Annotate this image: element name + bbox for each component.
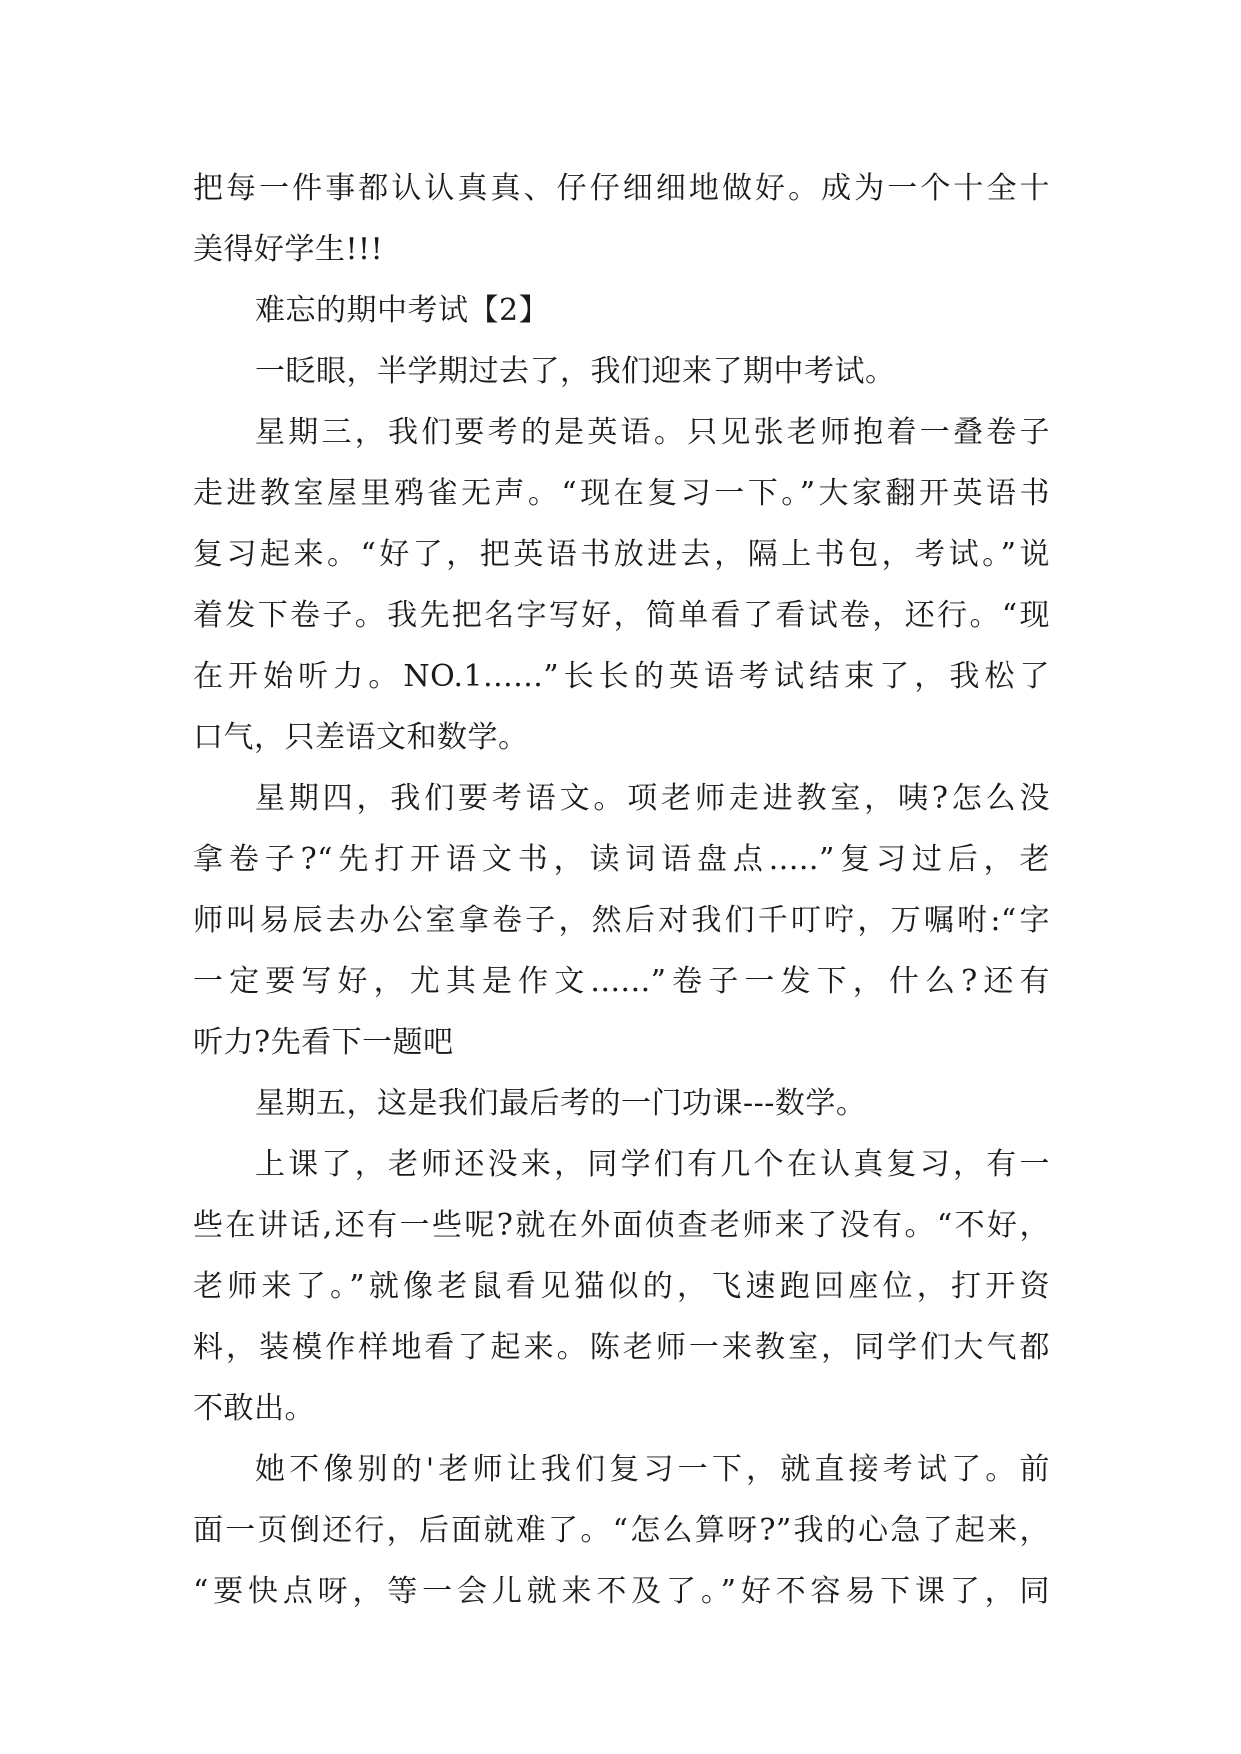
text-line: 拿卷子?“先打开语文书，读词语盘点.....”复习过后，老 [193, 842, 1050, 877]
text-line: 在开始听力。NO.1......”长长的英语考试结束了，我松了 [193, 659, 1050, 694]
text-line: 料，装模作样地看了起来。陈老师一来教室，同学们大气都 [193, 1330, 1050, 1365]
document-page [193, 158, 1050, 1622]
text-line: 一眨眼，半学期过去了，我们迎来了期中考试。 [255, 354, 896, 389]
text-line: 星期四，我们要考语文。项老师走进教室，咦?怎么没 [255, 781, 1050, 816]
text-line: 些在讲话,还有一些呢?就在外面侦查老师来了没有。“不好， [193, 1208, 1050, 1243]
text-line: 星期三，我们要考的是英语。只见张老师抱着一叠卷子 [255, 415, 1050, 450]
text-line: 她不像别的'老师让我们复习一下，就直接考试了。前 [255, 1452, 1050, 1487]
text-line: 师叫易辰去办公室拿卷子，然后对我们千叮咛，万嘱咐:“字 [193, 903, 1050, 938]
text-line: 不敢出。 [193, 1391, 315, 1426]
text-line: 口气，只差语文和数学。 [193, 720, 529, 755]
text-line: 美得好学生!!! [193, 232, 384, 267]
text-line: 老师来了。”就像老鼠看见猫似的，飞速跑回座位，打开资 [193, 1269, 1050, 1304]
text-line: 星期五，这是我们最后考的一门功课---数学。 [255, 1086, 867, 1121]
text-line: 复习起来。“好了，把英语书放进去，隔上书包，考试。”说 [193, 537, 1050, 572]
text-line: 把每一件事都认认真真、仔仔细细地做好。成为一个十全十 [193, 171, 1050, 206]
text-line: 听力?先看下一题吧 [193, 1025, 454, 1060]
text-line: 走进教室屋里鸦雀无声。“现在复习一下。”大家翻开英语书 [193, 476, 1050, 511]
section-heading: 难忘的期中考试【2】 [255, 293, 550, 328]
text-line: 一定要写好，尤其是作文......”卷子一发下，什么?还有 [193, 964, 1050, 999]
text-line: “要快点呀，等一会儿就来不及了。”好不容易下课了，同 [193, 1574, 1050, 1609]
text-line: 着发下卷子。我先把名字写好，简单看了看试卷，还行。“现 [193, 598, 1050, 633]
text-line: 上课了，老师还没来，同学们有几个在认真复习，有一 [255, 1147, 1050, 1182]
text-line: 面一页倒还行，后面就难了。“怎么算呀?”我的心急了起来， [193, 1513, 1050, 1548]
